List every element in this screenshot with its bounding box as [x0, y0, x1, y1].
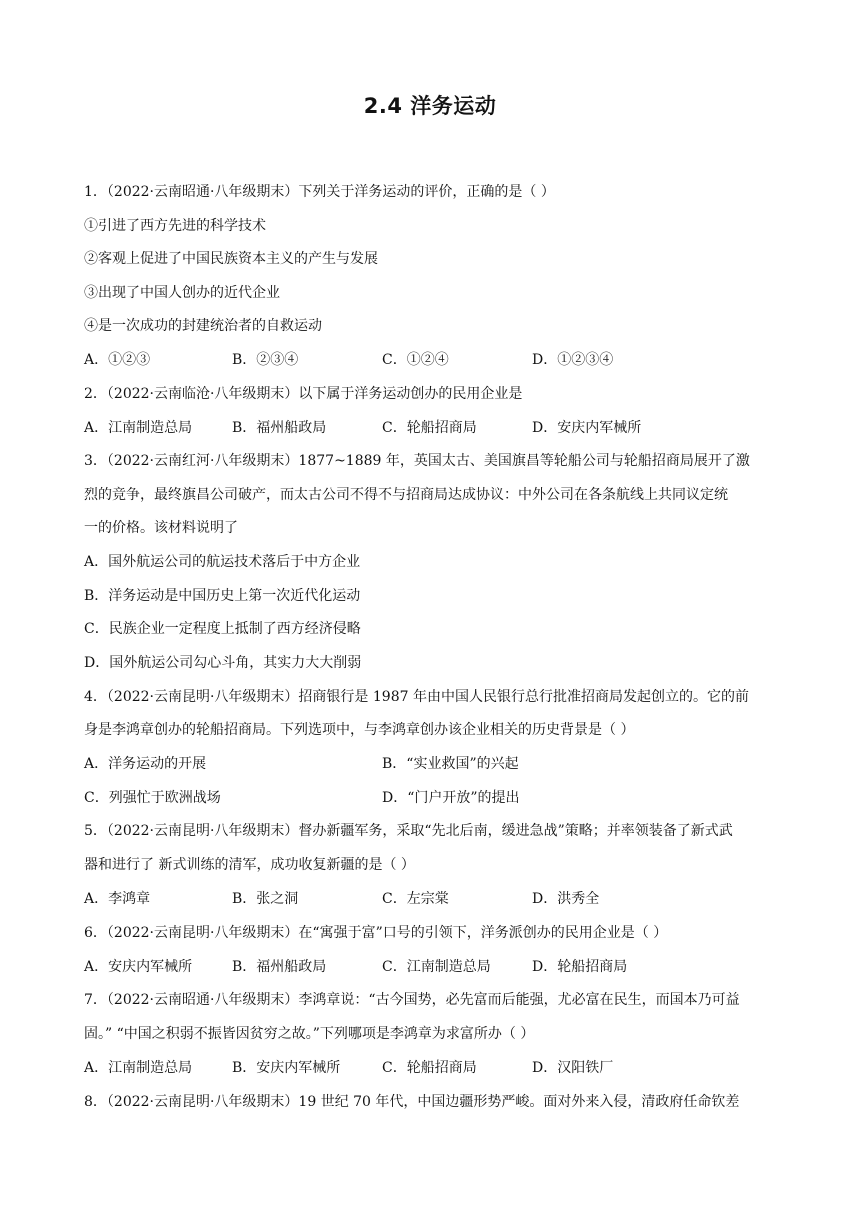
option-c: C．轮船招商局 — [382, 1060, 477, 1076]
question-7-stem-line-1: 7．（2022·云南昭通·八年级期末）李鸿章说：“古今国势，必先富而后能强，尤必富在民生，而国本乃可益 — [84, 992, 740, 1008]
option-a: A．江南制造总局 — [84, 420, 193, 436]
option-b: B．福州船政局 — [232, 420, 327, 436]
question-4-stem-line-1: 4．（2022·云南昆明·八年级期末）招商银行是 1987 年由中国人民银行总行批准招商局发起创立的。它的前 — [84, 689, 749, 705]
question-3-option-a: A．国外航运公司的航运技术落后于中方企业 — [84, 554, 361, 570]
option-c: C．轮船招商局 — [382, 420, 477, 436]
question-3-stem-line-2: 烈的竞争，最终旗昌公司破产，而太古公司不得不与招商局达成协议：中外公司在各条航线上共同议定统 — [84, 487, 728, 503]
question-1-item-3: ③出现了中国人创办的近代企业 — [84, 285, 280, 301]
page-title: 2.4 洋务运动 — [363, 94, 497, 118]
option-d: D．轮船招商局 — [532, 959, 628, 975]
option-a: A．江南制造总局 — [84, 1060, 193, 1076]
option-c: C．列强忙于欧洲战场 — [84, 790, 221, 806]
question-2-stem: 2．（2022·云南临沧·八年级期末）以下属于洋务运动创办的民用企业是 — [84, 386, 523, 402]
question-3-stem-line-1: 3．（2022·云南红河·八年级期末）1877~1889 年，英国太古、美国旗昌等轮船公司与轮船招商局展开了激 — [84, 453, 750, 469]
option-a: A．李鸿章 — [84, 891, 151, 907]
question-5-stem-line-1: 5．（2022·云南昆明·八年级期末）督办新疆军务，采取“先北后南，缓进急战”策略；并率领装备了新式武 — [84, 823, 733, 839]
question-4-stem-line-2: 身是李鸿章创办的轮船招商局。下列选项中，与李鸿章创办该企业相关的历史背景是（ ） — [84, 722, 635, 738]
option-d: D．洪秀全 — [532, 891, 600, 907]
option-c: C．左宗棠 — [382, 891, 449, 907]
question-8-stem-line-1: 8．（2022·云南昆明·八年级期末）19 世纪 70 年代，中国边疆形势严峻。面对外来入侵，清政府任命钦差 — [84, 1094, 740, 1110]
question-3-option-d: D．国外航运公司勾心斗角，其实力大大削弱 — [84, 655, 362, 671]
option-d: D．安庆内军械所 — [532, 420, 642, 436]
option-c: C．江南制造总局 — [382, 959, 491, 975]
option-b: B．张之洞 — [232, 891, 299, 907]
option-b: B．②③④ — [232, 352, 299, 368]
option-a: A．洋务运动的开展 — [84, 756, 207, 772]
question-1-item-4: ④是一次成功的封建统治者的自救运动 — [84, 318, 322, 334]
question-5-stem-line-2: 器和进行了 新式训练的清军，成功收复新疆的是（ ） — [84, 857, 415, 873]
option-d: D．①②③④ — [532, 352, 614, 368]
option-d: D．“门户开放”的提出 — [382, 790, 520, 806]
option-c: C．①②④ — [382, 352, 449, 368]
question-3-stem-line-3: 一的价格。该材料说明了 — [84, 520, 238, 536]
question-1-item-2: ②客观上促进了中国民族资本主义的产生与发展 — [84, 251, 378, 267]
option-b: B．福州船政局 — [232, 959, 327, 975]
option-a: A．安庆内军械所 — [84, 959, 193, 975]
question-3-option-b: B．洋务运动是中国历史上第一次近代化运动 — [84, 588, 361, 604]
option-d: D．汉阳铁厂 — [532, 1060, 614, 1076]
option-a: A．①②③ — [84, 352, 151, 368]
question-1-item-1: ①引进了西方先进的科学技术 — [84, 218, 266, 234]
question-1-stem: 1．（2022·云南昭通·八年级期末）下列关于洋务运动的评价，正确的是（ ） — [84, 184, 555, 200]
question-7-stem-line-2: 固。” “中国之积弱不振皆因贫穷之故。”下列哪项是李鸿章为求富所办（ ） — [84, 1026, 535, 1042]
option-b: B．安庆内军械所 — [232, 1060, 341, 1076]
question-3-option-c: C．民族企业一定程度上抵制了西方经济侵略 — [84, 621, 361, 637]
option-b: B．“实业救国”的兴起 — [382, 756, 519, 772]
question-6-stem: 6．（2022·云南昆明·八年级期末）在“寓强于富”口号的引领下，洋务派创办的民用企业是（ ） — [84, 925, 668, 941]
